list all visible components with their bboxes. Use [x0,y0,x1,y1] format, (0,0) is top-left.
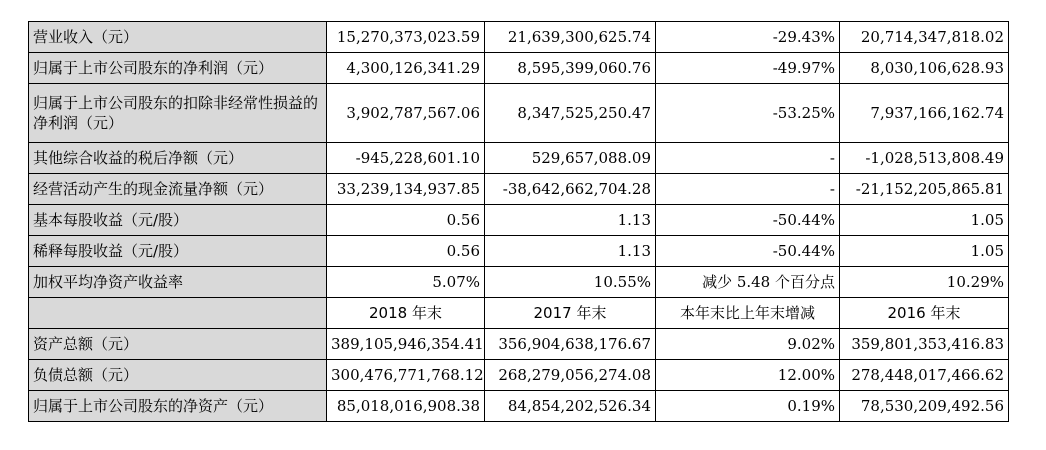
value-2016: 7,937,166,162.74 [840,84,1009,143]
value-2018: 0.56 [327,236,485,267]
value-change: -53.25% [656,84,840,143]
value-2018: 5.07% [327,267,485,298]
value-2018: -945,228,601.10 [327,143,485,174]
value-2018: 4,300,126,341.29 [327,53,485,84]
table-header-row-year-end [29,298,1009,329]
value-2018: 300,476,771,768.12 [327,360,485,391]
table-row-other-comprehensive-income [29,143,1009,174]
table-row-total-assets [29,329,1009,360]
table-row-net-assets [29,391,1009,422]
financial-summary-table [28,21,1009,422]
row-label: 基本每股收益（元/股） [29,205,327,236]
value-2017: -38,642,662,704.28 [485,174,656,205]
value-change: - [656,174,840,205]
row-label: 资产总额（元） [29,329,327,360]
value-2017: 21,639,300,625.74 [485,22,656,53]
value-2018: 33,239,134,937.85 [327,174,485,205]
value-2016: 8,030,106,628.93 [840,53,1009,84]
value-2016: 278,448,017,466.62 [840,360,1009,391]
value-2017: 1.13 [485,236,656,267]
header-2017-year-end: 2017 年末 [485,298,656,329]
header-2018-year-end: 2018 年末 [327,298,485,329]
value-2017: 8,595,399,060.76 [485,53,656,84]
header-change: 本年末比上年末增减 [656,298,840,329]
value-2018: 0.56 [327,205,485,236]
table-row-net-profit [29,53,1009,84]
value-2016: 1.05 [840,205,1009,236]
table-row-diluted-eps [29,236,1009,267]
value-change: - [656,143,840,174]
value-2018: 15,270,373,023.59 [327,22,485,53]
value-change: 12.00% [656,360,840,391]
value-2016: -21,152,205,865.81 [840,174,1009,205]
value-2017: 356,904,638,176.67 [485,329,656,360]
value-2018: 3,902,787,567.06 [327,84,485,143]
header-blank-cell [29,298,327,329]
header-2016-year-end: 2016 年末 [840,298,1009,329]
table-row-weighted-roe [29,267,1009,298]
row-label: 归属于上市公司股东的净资产（元） [29,391,327,422]
value-change: -50.44% [656,205,840,236]
value-change: -50.44% [656,236,840,267]
value-2017: 268,279,056,274.08 [485,360,656,391]
value-2016: -1,028,513,808.49 [840,143,1009,174]
value-2016: 78,530,209,492.56 [840,391,1009,422]
row-label: 经营活动产生的现金流量净额（元） [29,174,327,205]
value-2016: 20,714,347,818.02 [840,22,1009,53]
value-2017: 8,347,525,250.47 [485,84,656,143]
value-2017: 84,854,202,526.34 [485,391,656,422]
value-change: -49.97% [656,53,840,84]
value-change: 减少 5.48 个百分点 [656,267,840,298]
value-2017: 529,657,088.09 [485,143,656,174]
row-label: 归属于上市公司股东的净利润（元） [29,53,327,84]
value-2016: 1.05 [840,236,1009,267]
row-label: 稀释每股收益（元/股） [29,236,327,267]
table-row-total-liabilities [29,360,1009,391]
value-2018: 389,105,946,354.41 [327,329,485,360]
value-change: 9.02% [656,329,840,360]
value-change: -29.43% [656,22,840,53]
value-2017: 10.55% [485,267,656,298]
table-row-basic-eps [29,205,1009,236]
table-row-net-profit-deducted [29,84,1009,143]
row-label: 其他综合收益的税后净额（元） [29,143,327,174]
table-row-revenue [29,22,1009,53]
value-2016: 359,801,353,416.83 [840,329,1009,360]
value-change: 0.19% [656,391,840,422]
value-2016: 10.29% [840,267,1009,298]
row-label: 加权平均净资产收益率 [29,267,327,298]
table-row-operating-cash-flow [29,174,1009,205]
value-2018: 85,018,016,908.38 [327,391,485,422]
value-2017: 1.13 [485,205,656,236]
row-label: 归属于上市公司股东的扣除非经常性损益的净利润（元） [29,84,327,143]
row-label: 负债总额（元） [29,360,327,391]
row-label: 营业收入（元） [29,22,327,53]
